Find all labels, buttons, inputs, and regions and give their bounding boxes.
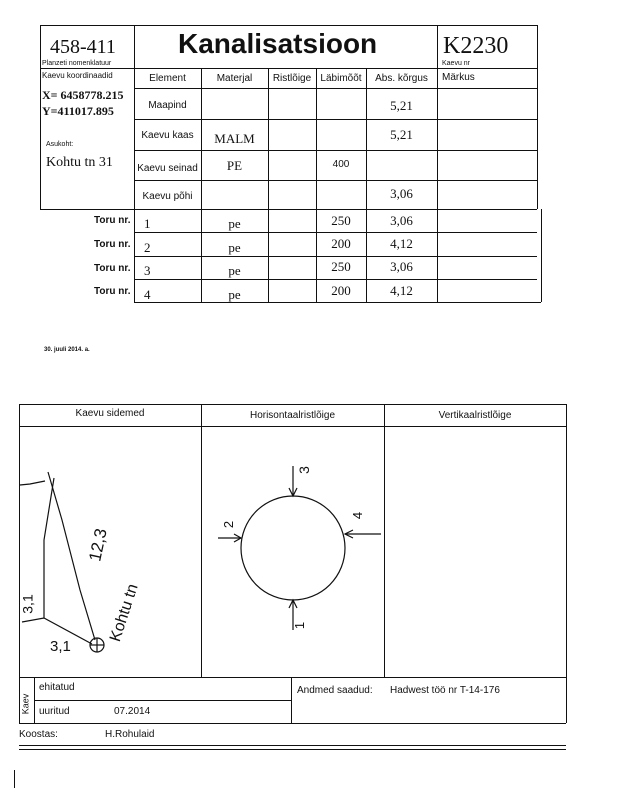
sketch-measure: 12,3 xyxy=(85,526,111,564)
date-note: 30. juuli 2014. a. xyxy=(44,347,90,353)
pipe-diameter: 200 xyxy=(331,236,351,251)
row-material: PE xyxy=(226,158,243,173)
well-id: K2230 xyxy=(443,33,509,59)
pipe-nr: 3 xyxy=(144,263,151,278)
section-vertical: Vertikaalristlõige xyxy=(438,410,512,421)
plan-number: 458-411 xyxy=(50,36,116,58)
pipe-material: pe xyxy=(228,216,241,231)
pipe-height: 3,06 xyxy=(390,259,413,274)
col-note: Märkus xyxy=(442,72,475,83)
col-element: Element xyxy=(149,73,186,84)
surveyed-date: 07.2014 xyxy=(114,706,151,717)
row-element: Kaevu kaas xyxy=(141,130,194,141)
row-height: 3,06 xyxy=(390,186,413,201)
well-id-label: Kaevu nr xyxy=(442,60,471,67)
margin-mark xyxy=(14,770,15,788)
pipe-height: 3,06 xyxy=(390,213,413,228)
coord-y: Y=411017.895 xyxy=(42,104,114,118)
pipe-nr: 4 xyxy=(144,287,151,302)
pipe-label: Toru nr. xyxy=(94,263,131,274)
page-title: Kanalisatsioon xyxy=(178,28,378,59)
pipe-material: pe xyxy=(228,240,241,255)
pipe-number-mark: 2 xyxy=(221,520,237,529)
pipe-height: 4,12 xyxy=(390,283,413,298)
col-abs-height: Abs. kõrgus xyxy=(375,73,428,84)
row-element: Kaevu põhi xyxy=(142,191,193,202)
pipe-nr: 1 xyxy=(144,216,151,231)
kaev-label: Kaev xyxy=(20,693,31,715)
data-source-value: Hadwest töö nr T-14-176 xyxy=(390,685,500,696)
pipe-diameter: 250 xyxy=(331,259,351,274)
row-material: MALM xyxy=(214,131,255,146)
pipe-label: Toru nr. xyxy=(94,239,131,250)
row-height: 5,21 xyxy=(390,98,413,113)
col-diameter: Läbimõõt xyxy=(320,73,362,84)
pipe-material: pe xyxy=(228,287,241,302)
col-cross-section: Ristlõige xyxy=(272,73,312,84)
pipe-number-mark: 3 xyxy=(295,466,312,474)
row-element: Kaevu seinad xyxy=(137,163,198,174)
compiled-by: H.Rohulaid xyxy=(105,729,155,740)
sketch-street-label: Kohtu tn xyxy=(107,581,142,644)
pipe-number-mark: 4 xyxy=(350,511,366,520)
pipe-diameter: 200 xyxy=(331,283,351,298)
pipe-diameter: 250 xyxy=(331,213,351,228)
section-horizontal: Horisontaalristlõige xyxy=(249,410,336,421)
coord-x: X= 6458778.215 xyxy=(42,88,124,102)
sketch-measure: 3,1 xyxy=(50,638,71,655)
row-height: 5,21 xyxy=(390,127,413,142)
plan-number-label: Planzeti nomenklatuur xyxy=(42,60,112,67)
pipe-nr: 2 xyxy=(144,240,151,255)
row-diameter: 400 xyxy=(332,159,350,170)
compiled-label: Koostas: xyxy=(19,729,58,740)
coords-label: Kaevu koordinaadid xyxy=(42,71,113,80)
built-label: ehitatud xyxy=(39,682,75,693)
location-label: Asukoht: xyxy=(46,141,74,148)
row-element: Maapind xyxy=(148,100,187,111)
pipe-height: 4,12 xyxy=(390,236,413,251)
pipe-material: pe xyxy=(228,263,241,278)
col-material: Materjal xyxy=(216,73,253,84)
sketch-measure: 3,1 xyxy=(19,594,36,614)
location-value: Kohtu tn 31 xyxy=(46,155,113,170)
pipe-label: Toru nr. xyxy=(94,215,131,226)
data-source-label: Andmed saadud: xyxy=(297,685,373,696)
pipe-number-mark: 1 xyxy=(292,621,308,630)
surveyed-label: uuritud xyxy=(39,706,70,717)
section-connections: Kaevu sidemed xyxy=(75,408,145,419)
pipe-label: Toru nr. xyxy=(94,286,131,297)
